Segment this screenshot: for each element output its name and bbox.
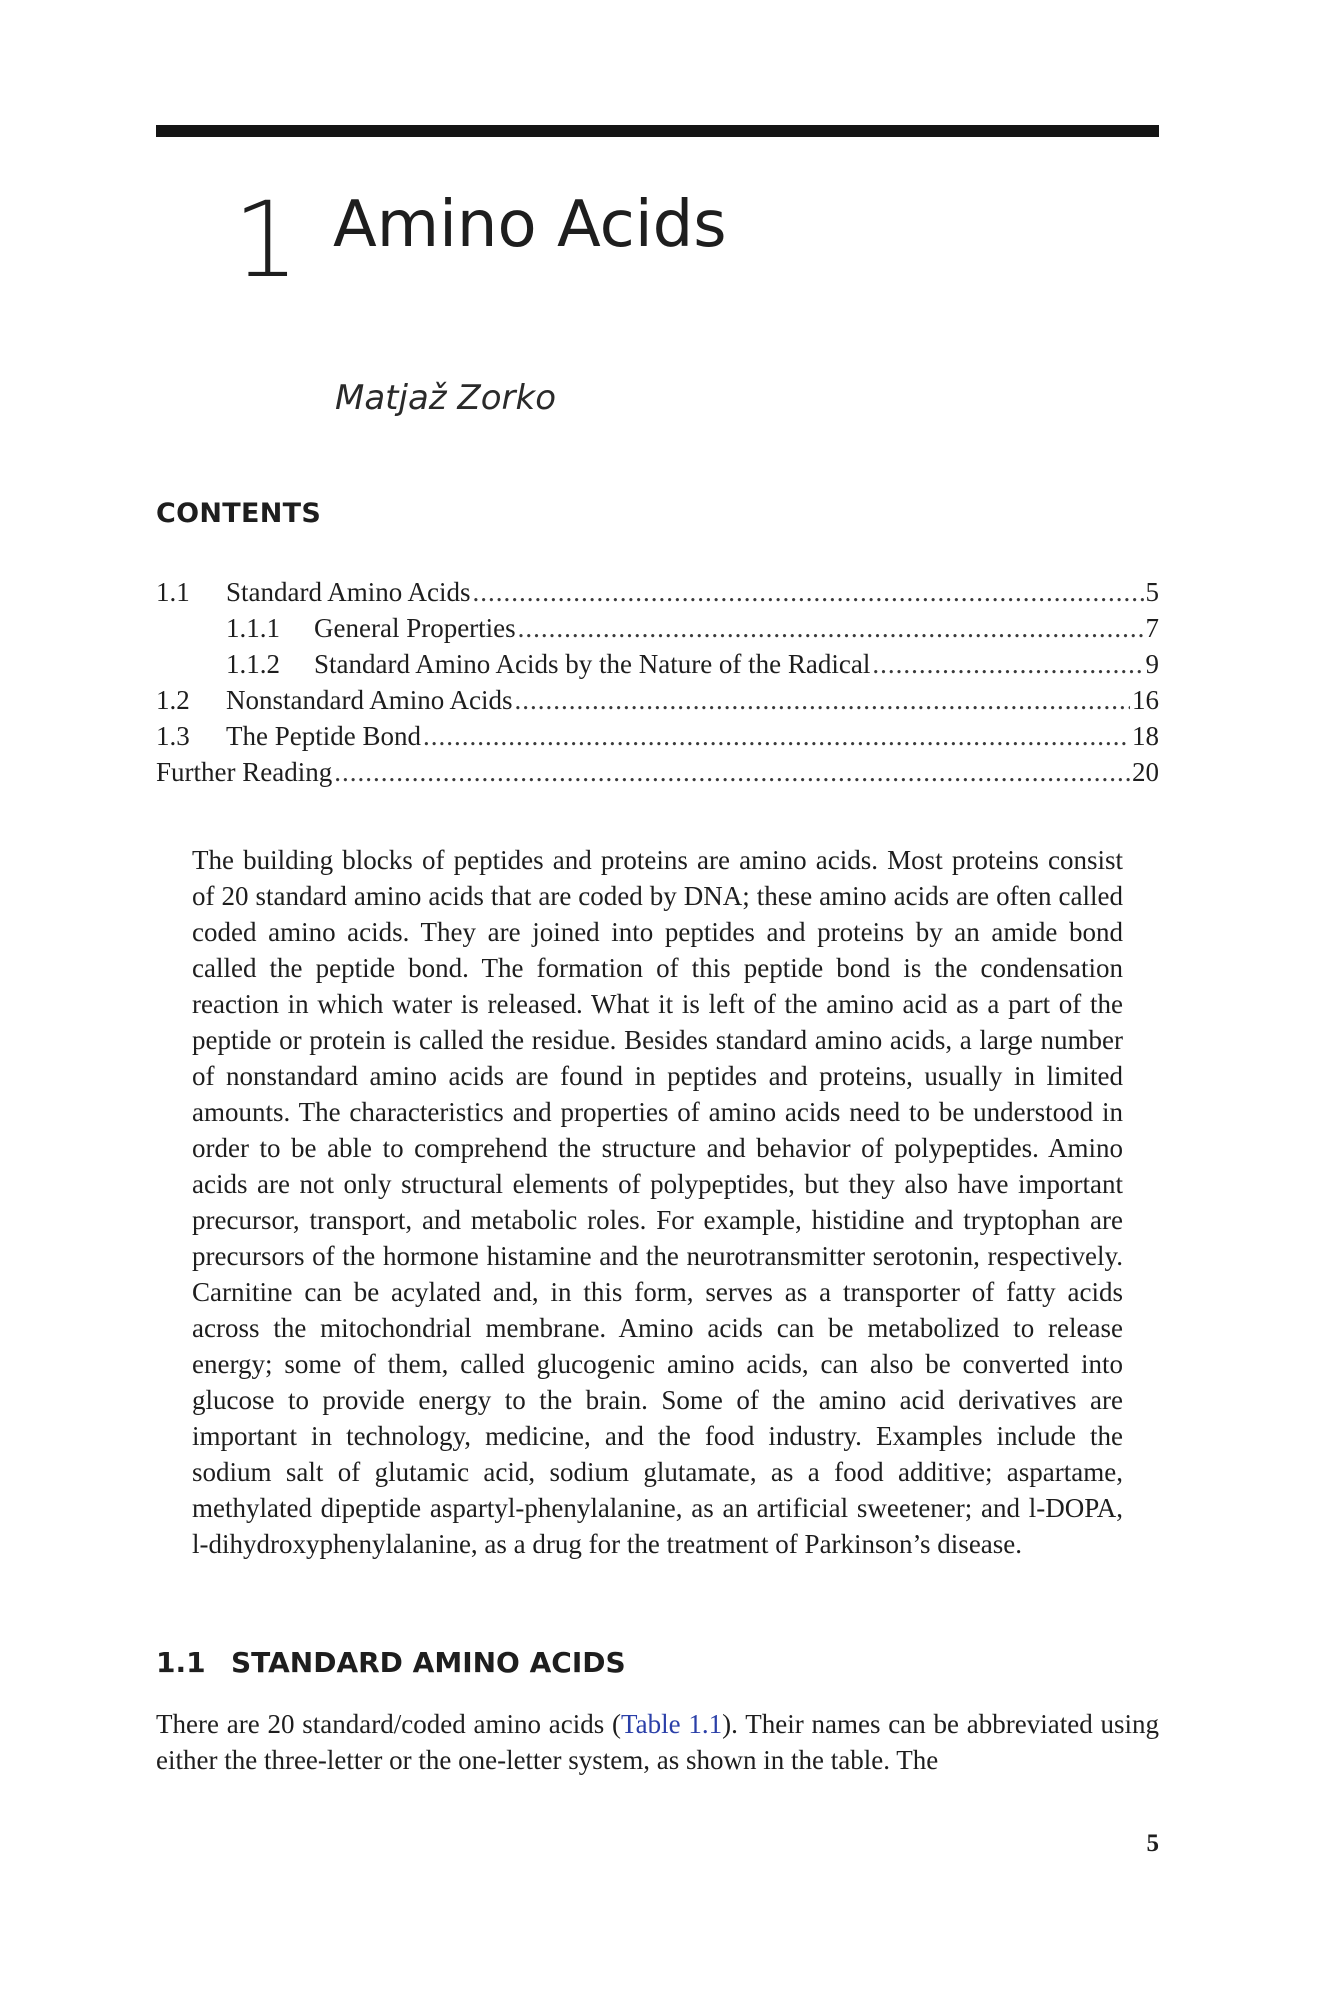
toc-leader-dots: [334, 754, 1130, 790]
body-text-start: There are 20 standard/coded amino acids (: [156, 1709, 622, 1739]
section-body-text: [156, 1706, 1159, 1778]
chapter-author: Matjaž Zorko: [335, 378, 556, 418]
toc-entry-number: 1.1: [156, 577, 190, 607]
toc-entry-1-1-2[interactable]: [156, 646, 1159, 682]
contents-heading: CONTENTS: [156, 498, 322, 529]
chapter-number: 1: [233, 179, 296, 301]
toc-entry-label: Nonstandard Amino Acids: [226, 685, 513, 715]
toc-entry-page: 7: [1145, 613, 1159, 643]
toc-entry-label: General Properties: [314, 613, 516, 643]
toc-entry-number: 1.1.1: [226, 613, 280, 643]
toc-entry-label: Standard Amino Acids by the Nature of the Radical: [314, 649, 871, 679]
section-number: 1.1: [156, 1646, 206, 1679]
toc-leader-dots: [473, 574, 1144, 610]
toc-entry-number: 1.3: [156, 721, 190, 751]
body-text-continued: ). Their names can be abbreviated using either the three-letter or the one-letter system, as shown in the table. The: [156, 1709, 1159, 1775]
toc-entry-further-reading[interactable]: [156, 754, 1159, 790]
toc-entry-label: The Peptide Bond: [226, 721, 421, 751]
toc-entry-page: 18: [1132, 721, 1159, 751]
toc-leader-dots: [423, 718, 1130, 754]
chapter-abstract: The building blocks of peptides and proteins are amino acids. Most proteins consist of 20 standard amino acids that are coded by DNA; these amino acids are often called coded amino acids. They are joined into peptides and proteins by an amide bond called the peptide bond. The formation of this peptide bond is the condensation reaction in which water is released. What it is left of the amino acid as a part of the peptide or protein is called the residue. Besides standard amino acids, a large number of nonstandard amino acids are found in peptides and proteins, usually in limited amounts. The characteristics and properties of amino acids need to be understood in order to be able to comprehend the structure and behavior of polypeptides. Amino acids are not only structural elements of polypeptides, but they also have important precursor, transport, and metabolic roles. For example, histidine and tryptophan are precursors of the hormone histamine and the neurotransmitter serotonin, respectively. Carnitine can be acylated and, in this form, serves as a transporter of fatty acids across the mitochondrial membrane. Amino acids can be metabolized to release energy; some of them, called glucogenic amino acids, can also be converted into glucose to provide energy to the brain. Some of the amino acid derivatives are important in technology, medicine, and the food industry. Examples include the sodium salt of glutamic acid, sodium glutamate, as a food additive; aspartame, methylated dipeptide aspartyl-phenylalanine, as an artificial sweetener; and l-DOPA, l-dihydroxyphenylalanine, as a drug for the treatment of Parkinson’s disease.: [192, 845, 1123, 1559]
toc-entry-number: 1.1.2: [226, 649, 280, 679]
toc-entry-page: 16: [1132, 685, 1159, 715]
toc-entry-1-2[interactable]: [156, 682, 1159, 718]
toc-entry-page: 5: [1145, 577, 1159, 607]
toc-entry-number: 1.2: [156, 685, 190, 715]
toc-entry-page: 9: [1145, 649, 1159, 679]
toc-leader-dots: [872, 646, 1143, 682]
toc-entry-label: Further Reading: [156, 757, 333, 787]
toc-entry-1-1-1[interactable]: [156, 610, 1159, 646]
section-title: STANDARD AMINO ACIDS: [231, 1646, 626, 1679]
toc-entry-label: Standard Amino Acids: [226, 577, 471, 607]
toc-leader-dots: [518, 610, 1144, 646]
table-of-contents: [156, 574, 1159, 790]
toc-entry-1-3[interactable]: [156, 718, 1159, 754]
section-heading: [156, 1646, 626, 1679]
table-reference-link[interactable]: Table 1.1: [621, 1709, 723, 1739]
toc-entry-1-1[interactable]: [156, 574, 1159, 610]
toc-leader-dots: [514, 682, 1130, 718]
toc-entry-page: 20: [1132, 757, 1159, 787]
top-rule: [156, 125, 1159, 137]
page-number: 5: [1146, 1830, 1159, 1857]
chapter-title: Amino Acids: [333, 188, 727, 262]
